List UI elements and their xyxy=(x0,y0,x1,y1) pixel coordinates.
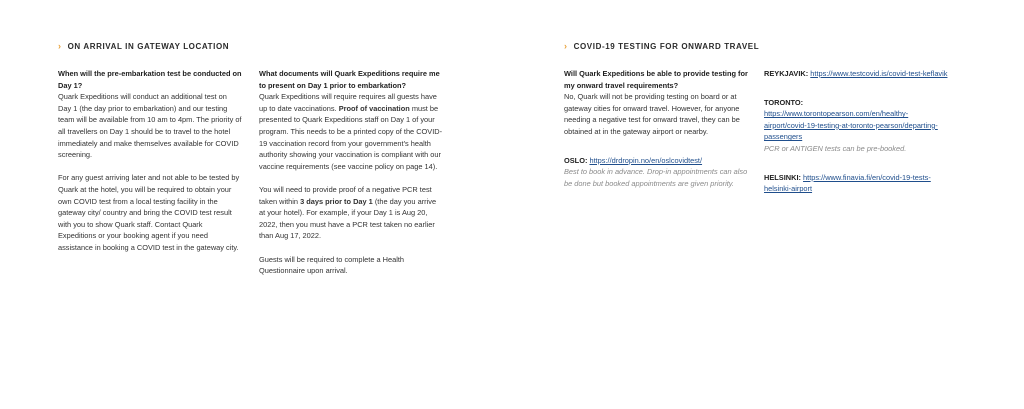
city-note: Best to book in advance. Drop-in appointments can also be done but booked appointments are given priority. xyxy=(564,167,748,188)
text-run: (the day you arrive at your hotel). For example, if your Day 1 is Aug 20, 2022, then you must have a PCR test taken no earlier than Aug 17, 2022. xyxy=(259,196,437,241)
helsinki-link[interactable]: https://www.finavia.fi/en/covid-19-tests-helsinki-airport xyxy=(764,172,931,194)
paragraph: For any guest arriving later and not able to be tested by Quark at the hotel, you will be required to obtain your own COVID test from a local testing facility in the gateway city/ country and bring the COVID test result with you to show Quark staff. Contact Quark Expeditions or your booking agent if you need assistance in booking a COVID test in the gateway city. xyxy=(58,173,240,252)
paragraph: No, Quark will not be providing testing on board or at gateway cities for onward travel. However, for anyone needing a negative test for onward travel, they can be obtained at in the gateway airport or nearby. xyxy=(564,92,740,136)
column-city-links xyxy=(764,68,948,195)
chevron-right-icon: › xyxy=(564,41,568,51)
oslo-link[interactable]: https://drdropin.no/en/oslcovidtest/ xyxy=(589,155,703,165)
toronto-link[interactable]: https://www.torontopearson.com/en/healthy-airport/covid-19-testing-at-toronto-pearson/departing-passengers xyxy=(764,109,938,142)
column-onward-testing xyxy=(564,68,748,189)
city-label: TORONTO: xyxy=(764,97,804,107)
emphasis-text: 3 days prior to Day 1 xyxy=(300,196,373,206)
paragraph: Quark Expeditions will conduct an additional test on Day 1 (the day prior to embarkation) and our testing team will be available from 10 am to 4pm. The priority of all travellers on Day 1 should be to travel to the hotel immediately and make themselves available for COVID screening. xyxy=(58,92,242,160)
text-run: Quark Expeditions will require requires all guests have up to date vaccinations. xyxy=(259,92,437,113)
emphasis-text: Proof of vaccination xyxy=(338,103,410,113)
paragraph xyxy=(259,184,443,242)
paragraph: Guests will be required to complete a Health Questionnaire upon arrival. xyxy=(259,254,405,276)
question-heading: Will Quark Expeditions be able to provide testing for my onward travel requirements? xyxy=(564,69,748,90)
text-run: must be presented to Quark Expeditions staff on Day 1 of your program. This needs to be a printed copy of the COVID-19 vaccination record from your government's health authority showing your vaccination is compliant with our vaccine requirements (see vaccine policy on page 14). xyxy=(259,103,443,171)
city-label: HELSINKI: xyxy=(764,172,801,182)
city-entry-oslo xyxy=(564,155,748,167)
city-label: REYKJAVIK: xyxy=(764,69,809,78)
section-heading-arrival xyxy=(58,41,229,51)
city-note: PCR or ANTIGEN tests can be pre-booked. xyxy=(764,143,907,153)
column-documents xyxy=(259,68,443,277)
section-heading-onward xyxy=(564,41,759,51)
column-pre-embarkation xyxy=(58,68,242,254)
reykjavik-link[interactable]: https://www.testcovid.is/covid-test-keflavik xyxy=(810,69,948,78)
question-heading: When will the pre-embarkation test be conducted on Day 1? xyxy=(58,69,242,90)
question-heading: What documents will Quark Expeditions require me to present on Day 1 prior to embarkation? xyxy=(259,69,440,90)
city-label: OSLO: xyxy=(564,155,588,165)
city-entry-helsinki xyxy=(764,172,948,195)
chevron-right-icon: › xyxy=(58,41,62,51)
city-entry-toronto xyxy=(764,97,948,143)
text-run: You will need to provide proof of a negative PCR test taken within xyxy=(259,184,432,206)
section-title: ON ARRIVAL IN GATEWAY LOCATION xyxy=(67,41,230,51)
city-entry-reykjavik xyxy=(764,68,948,80)
section-title: COVID-19 TESTING FOR ONWARD TRAVEL xyxy=(573,41,760,51)
paragraph xyxy=(259,91,443,172)
